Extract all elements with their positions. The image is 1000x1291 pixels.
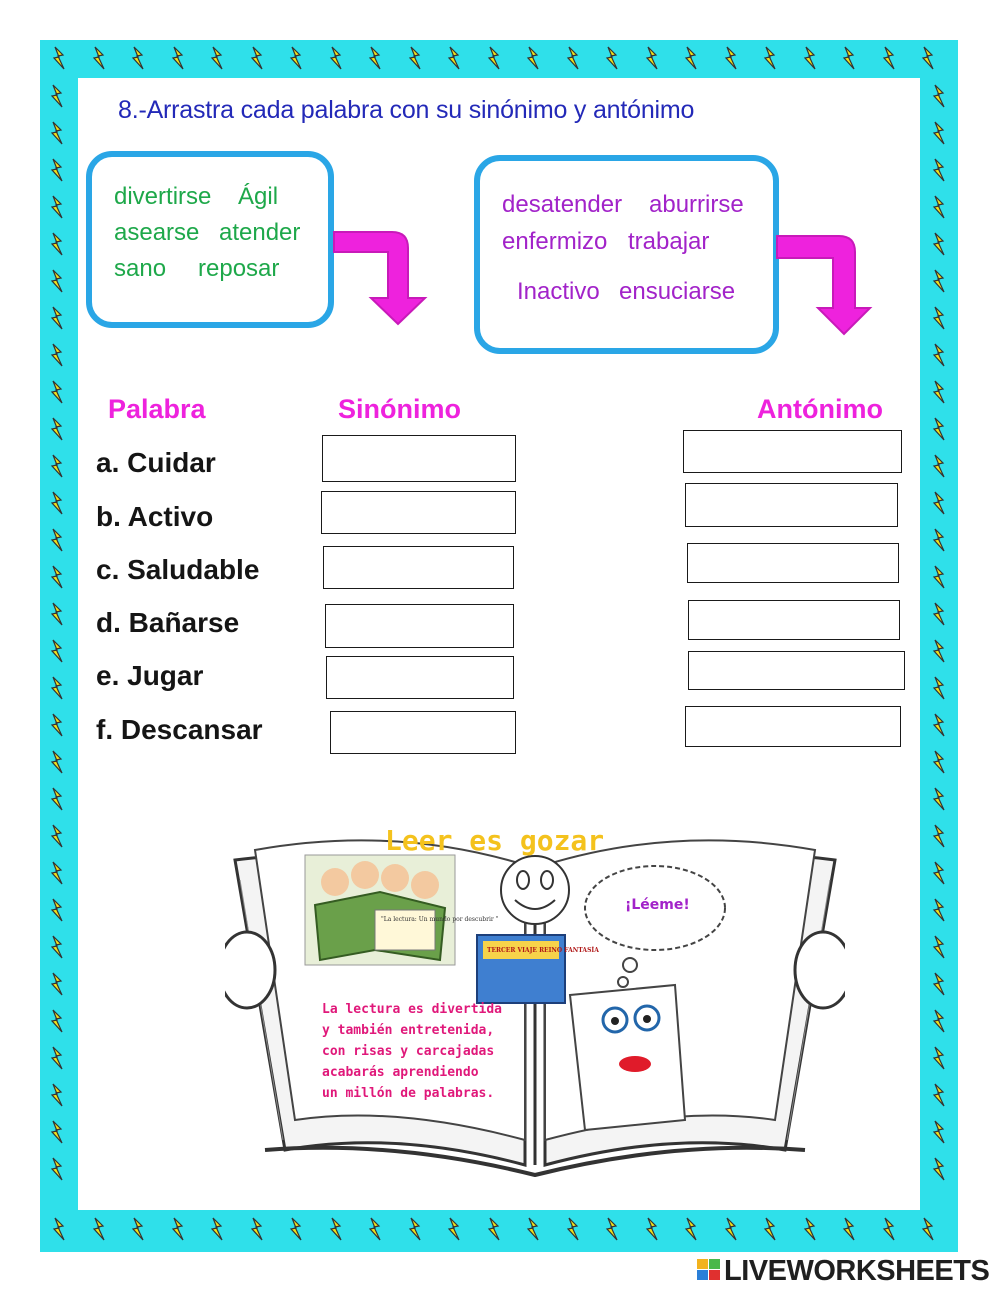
poem-line: acabarás aprendiendo (322, 1065, 479, 1080)
lightning-bolt-icon (932, 898, 946, 922)
poem-line: y también entretenida, (322, 1023, 495, 1038)
lightning-bolt-icon (50, 972, 64, 996)
synonym-drop-box[interactable] (326, 656, 514, 699)
word-label-activo: b. Activo (96, 501, 214, 532)
lightning-bolt-icon (50, 824, 64, 848)
lightning-bolt-icon (932, 750, 946, 774)
lightning-bolt-icon (50, 565, 64, 589)
lightning-bolt-icon (684, 1217, 698, 1241)
lightning-bolt-icon (52, 46, 66, 70)
antonym-drop-box[interactable] (685, 706, 901, 747)
antonym-drop-box[interactable] (688, 600, 900, 640)
lightning-bolt-icon (724, 46, 738, 70)
lightning-bolt-icon (50, 417, 64, 441)
lightning-bolt-icon (171, 46, 185, 70)
draggable-word[interactable]: Inactivo (517, 278, 600, 305)
draggable-word[interactable]: trabajar (628, 228, 710, 255)
lightning-bolt-icon (50, 380, 64, 404)
lightning-bolt-icon (289, 46, 303, 70)
draggable-word[interactable]: enfermizo (502, 228, 608, 255)
antonym-drop-box[interactable] (685, 483, 898, 527)
draggable-word[interactable]: sano (114, 255, 167, 282)
lightning-bolt-icon (684, 46, 698, 70)
lightning-bolt-icon (50, 1009, 64, 1033)
word-bank-right (474, 155, 779, 354)
lightning-bolt-icon (932, 306, 946, 330)
lightning-bolt-icon (487, 1217, 501, 1241)
lightning-bolt-icon (50, 306, 64, 330)
lightning-bolt-icon (50, 528, 64, 552)
lightning-bolt-icon (368, 1217, 382, 1241)
thought-bubble-text: ¡Léeme! (625, 897, 690, 913)
lightning-bolt-icon (50, 602, 64, 626)
lightning-bolt-icon (50, 1120, 64, 1144)
lightning-bolt-icon (408, 1217, 422, 1241)
lightning-bolt-icon (932, 602, 946, 626)
lightning-bolt-icon (92, 46, 106, 70)
lightning-bolt-icon (131, 1217, 145, 1241)
synonym-drop-box[interactable] (323, 546, 514, 589)
lightning-bolt-icon (932, 1009, 946, 1033)
lightning-bolt-icon (368, 46, 382, 70)
synonym-drop-box[interactable] (322, 435, 516, 482)
lightning-bolt-icon (932, 417, 946, 441)
lightning-bolt-icon (932, 491, 946, 515)
lightning-bolt-icon (645, 46, 659, 70)
draggable-word[interactable]: desatender (502, 191, 623, 218)
lightning-bolt-icon (803, 46, 817, 70)
lightning-bolt-icon (932, 713, 946, 737)
lightning-bolt-icon (50, 639, 64, 663)
lightning-bolt-icon (932, 1046, 946, 1070)
lightning-bolt-icon (932, 935, 946, 959)
lightning-bolt-icon (803, 1217, 817, 1241)
antonym-drop-box[interactable] (683, 430, 902, 473)
lightning-bolt-icon (932, 1120, 946, 1144)
column-header-palabra: Palabra (108, 394, 206, 424)
lightning-bolt-icon (932, 676, 946, 700)
lightning-bolt-icon (50, 861, 64, 885)
lightning-bolt-icon (50, 1083, 64, 1107)
down-arrow-icon (773, 228, 873, 336)
synonym-drop-box[interactable] (321, 491, 516, 534)
draggable-word[interactable]: atender (219, 219, 301, 246)
lightning-bolt-icon (50, 269, 64, 293)
lightning-bolt-icon (329, 46, 343, 70)
lightning-bolt-icon (566, 46, 580, 70)
draggable-word[interactable]: aburrirse (649, 191, 744, 218)
word-label-descansar: f. Descansar (96, 714, 263, 745)
lightning-bolt-icon (50, 121, 64, 145)
reading-book-illustration (225, 820, 845, 1180)
draggable-word[interactable]: ensuciarse (619, 278, 736, 305)
lightning-bolt-icon (50, 935, 64, 959)
lightning-bolt-icon (932, 454, 946, 478)
lightning-bolt-icon (932, 380, 946, 404)
lightning-bolt-icon (932, 269, 946, 293)
lightning-bolt-icon (329, 1217, 343, 1241)
reading-poem (322, 1002, 502, 1101)
lightning-bolt-icon (932, 343, 946, 367)
draggable-word[interactable]: asearse (114, 219, 200, 246)
lightning-bolt-icon (171, 1217, 185, 1241)
lightning-bolt-icon (882, 46, 896, 70)
lightning-bolt-icon (250, 46, 264, 70)
column-header-antonimo: Antónimo (757, 394, 883, 424)
lightning-bolt-icon (50, 676, 64, 700)
lightning-bolt-icon (932, 195, 946, 219)
word-label-cuidar: a. Cuidar (96, 447, 216, 478)
lightning-bolt-icon (250, 1217, 264, 1241)
lightning-bolt-icon (932, 639, 946, 663)
lightning-bolt-icon (932, 565, 946, 589)
lightning-bolt-icon (289, 1217, 303, 1241)
lightning-bolt-icon (605, 1217, 619, 1241)
lightning-bolt-icon (447, 46, 461, 70)
cover-text: TERCER VIAJE REINO FANTASÍA (487, 947, 599, 954)
poem-line: con risas y carcajadas (322, 1044, 495, 1059)
lightning-bolt-icon (92, 1217, 106, 1241)
lightning-bolt-icon (50, 1157, 64, 1181)
antonym-drop-box[interactable] (688, 651, 905, 690)
lightning-bolt-icon (408, 46, 422, 70)
lightning-bolt-icon (605, 46, 619, 70)
lightning-bolt-icon (50, 343, 64, 367)
lightning-bolt-icon (210, 1217, 224, 1241)
word-label-saludable: c. Saludable (96, 554, 260, 585)
lightning-bolt-icon (932, 121, 946, 145)
lightning-bolt-icon (52, 1217, 66, 1241)
lightning-bolt-icon (763, 1217, 777, 1241)
lightning-bolt-icon (50, 1046, 64, 1070)
lightning-bolt-icon (921, 1217, 935, 1241)
draggable-word[interactable]: Ágil (238, 183, 279, 210)
lightning-bolt-icon (526, 1217, 540, 1241)
lightning-bolt-icon (932, 824, 946, 848)
lightning-bolt-icon (932, 861, 946, 885)
poem-line: un millón de palabras. (322, 1086, 495, 1101)
lightning-bolt-icon (842, 1217, 856, 1241)
word-label-banarse: d. Bañarse (96, 607, 240, 638)
lightning-bolt-icon (50, 713, 64, 737)
liveworksheets-logo-icon (697, 1259, 721, 1281)
synonym-drop-box[interactable] (325, 604, 514, 648)
lightning-bolt-icon (50, 454, 64, 478)
lightning-bolt-icon (50, 787, 64, 811)
lightning-bolt-icon (50, 491, 64, 515)
lightning-bolt-icon (50, 750, 64, 774)
lightning-bolt-icon (724, 1217, 738, 1241)
poem-line: La lectura es divertida (322, 1002, 503, 1017)
word-bank-left (86, 151, 334, 328)
lightning-bolt-icon (932, 528, 946, 552)
lightning-bolt-icon (842, 46, 856, 70)
lightning-bolt-icon (882, 1217, 896, 1241)
lightning-bolt-icon (566, 1217, 580, 1241)
down-arrow-icon (330, 224, 430, 326)
antonym-drop-box[interactable] (687, 543, 899, 583)
lightning-bolt-icon (50, 898, 64, 922)
word-label-jugar: e. Jugar (96, 660, 204, 691)
instruction-title: 8.-Arrastra cada palabra con su sinónimo y antónimo (118, 96, 695, 124)
brand-watermark: LIVEWORKSHEETS (724, 1255, 990, 1287)
lightning-bolt-icon (932, 1083, 946, 1107)
lightning-bolt-icon (131, 46, 145, 70)
lightning-bolt-icon (210, 46, 224, 70)
lightning-bolt-icon (50, 232, 64, 256)
lightning-bolt-icon (932, 84, 946, 108)
lightning-bolt-icon (932, 232, 946, 256)
lightning-bolt-icon (526, 46, 540, 70)
lightning-bolt-icon (50, 158, 64, 182)
synonym-drop-box[interactable] (330, 711, 516, 754)
lightning-bolt-icon (932, 158, 946, 182)
lightning-bolt-icon (932, 1157, 946, 1181)
draggable-word[interactable]: divertirse (114, 183, 212, 210)
lightning-bolt-icon (932, 972, 946, 996)
lightning-bolt-icon (932, 787, 946, 811)
draggable-word[interactable]: reposar (198, 255, 280, 282)
lightning-bolt-icon (487, 46, 501, 70)
column-header-sinonimo: Sinónimo (338, 394, 461, 424)
lightning-bolt-icon (50, 84, 64, 108)
lightning-bolt-icon (921, 46, 935, 70)
lightning-bolt-icon (50, 195, 64, 219)
lightning-bolt-icon (763, 46, 777, 70)
lightning-bolt-icon (447, 1217, 461, 1241)
lightning-bolt-icon (645, 1217, 659, 1241)
illustration-title: Leer es gozar (385, 824, 605, 857)
small-book-text: "La lectura: Un mundo por descubrir " (381, 916, 499, 923)
